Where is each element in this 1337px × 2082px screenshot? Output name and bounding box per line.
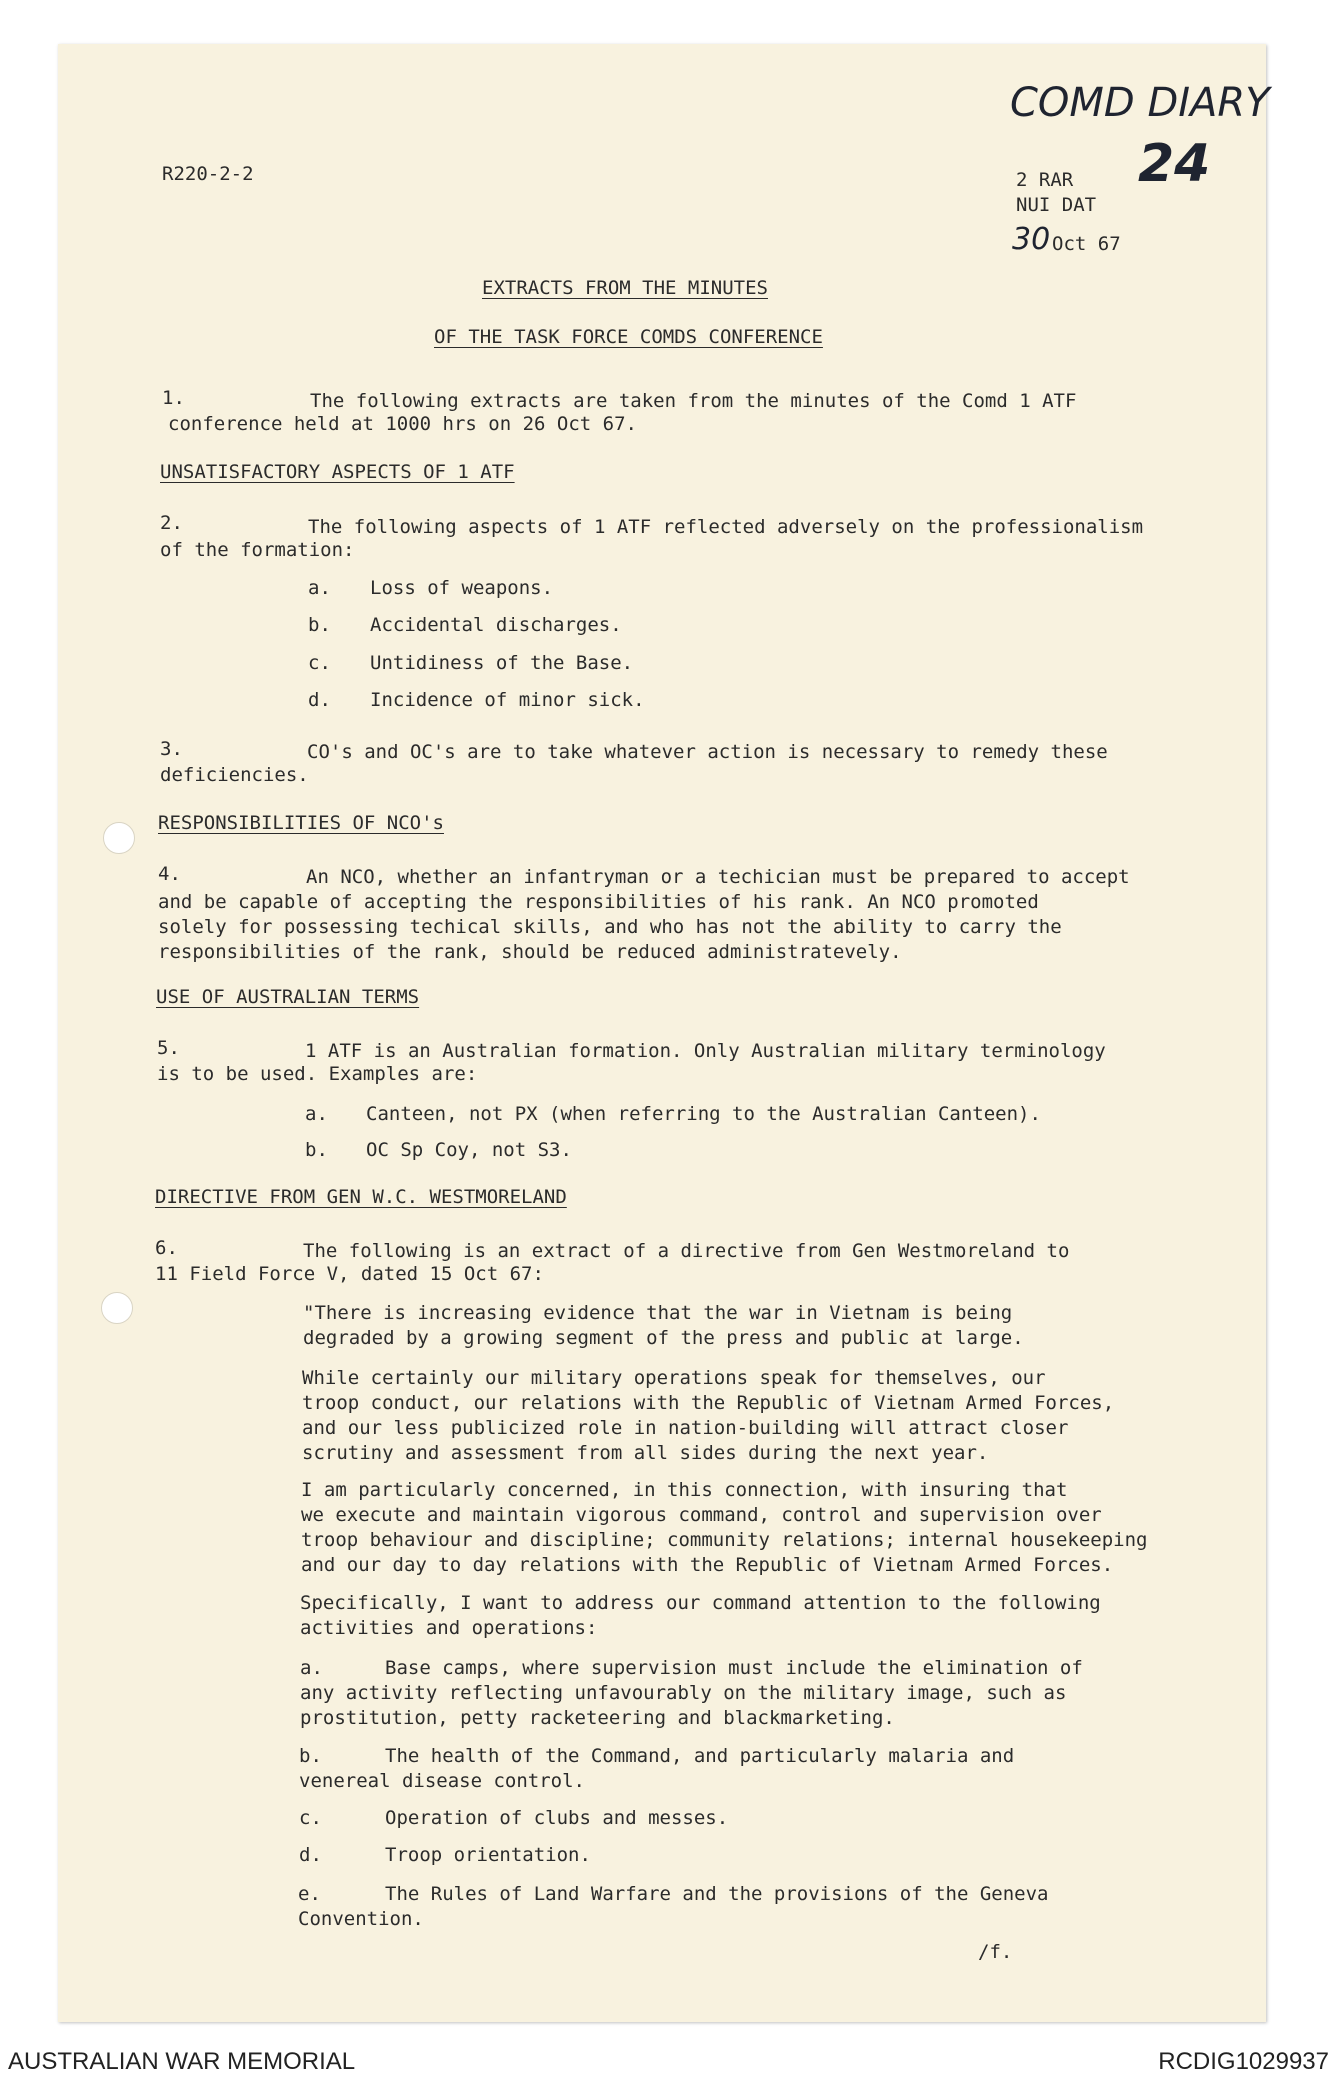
paragraph-text: is to be used. Examples are: (157, 1063, 478, 1085)
paragraph-text: The following aspects of 1 ATF reflected adversely on the professionalism (308, 516, 1144, 538)
paragraph-text: deficiencies. (160, 764, 309, 786)
file-reference: R220-2-2 (162, 163, 254, 185)
paragraph-text: conference held at 1000 hrs on 26 Oct 67. (168, 413, 637, 435)
punch-hole (103, 822, 135, 854)
quote-text: troop conduct, our relations with the Republic of Vietnam Armed Forces, (302, 1392, 1115, 1414)
paragraph-number: 6. (155, 1237, 178, 1259)
quote-text: activities and operations: (300, 1617, 598, 1639)
list-item-letter: c. (308, 652, 331, 674)
handwritten-number: 24 (1138, 134, 1211, 194)
paragraph-text: responsibilities of the rank, should be reduced administratevely. (158, 941, 902, 963)
list-item-letter: d. (299, 1844, 322, 1866)
list-item-letter: b. (308, 614, 331, 636)
continuation-marker: /f. (978, 1941, 1013, 1963)
list-item-text: Incidence of minor sick. (370, 689, 645, 711)
unit-location: NUI DAT (1016, 194, 1097, 216)
paragraph-number: 3. (160, 738, 183, 760)
list-item-text: Troop orientation. (385, 1844, 591, 1866)
document-title-line1: EXTRACTS FROM THE MINUTES (482, 277, 768, 299)
list-item-text: any activity reflecting unfavourably on the military image, such as (300, 1682, 1067, 1704)
list-item-text: Untidiness of the Base. (370, 652, 634, 674)
footer-archive-name: AUSTRALIAN WAR MEMORIAL (8, 2048, 356, 2075)
handwritten-diary-note: COMD DIARY (1010, 80, 1270, 126)
quote-text: Specifically, I want to address our command attention to the following (300, 1592, 1101, 1614)
list-item-letter: b. (299, 1745, 322, 1767)
list-item-text: Base camps, where supervision must include the elimination of (385, 1657, 1083, 1679)
footer-record-id: RCDIG1029937 (1158, 2048, 1329, 2075)
list-item-text: Convention. (298, 1908, 424, 1930)
list-item-text: venereal disease control. (299, 1770, 585, 1792)
quote-text: While certainly our military operations speak for themselves, our (302, 1367, 1046, 1389)
document-date: Oct 67 (1052, 233, 1121, 255)
quote-text: I am particularly concerned, in this connection, with insuring that (301, 1479, 1068, 1501)
paragraph-number: 4. (158, 863, 181, 885)
list-item-text: OC Sp Coy, not S3. (366, 1139, 572, 1161)
quote-text: and our less publicized role in nation-building will attract closer (302, 1417, 1069, 1439)
list-item-letter: b. (305, 1139, 328, 1161)
paragraph-number: 2. (160, 512, 183, 534)
section-heading: USE OF AUSTRALIAN TERMS (156, 986, 420, 1008)
paragraph-number: 5. (157, 1037, 180, 1059)
punch-hole (101, 1292, 133, 1324)
list-item-letter: a. (300, 1657, 323, 1679)
paragraph-number: 1. (162, 387, 185, 409)
list-item-letter: a. (308, 577, 331, 599)
quote-text: scrutiny and assessment from all sides during the next year. (302, 1442, 989, 1464)
list-item-text: Canteen, not PX (when referring to the Australian Canteen). (366, 1103, 1041, 1125)
paragraph-text: 1 ATF is an Australian formation. Only Australian military terminology (305, 1040, 1106, 1062)
paragraph-text: 11 Field Force V, dated 15 Oct 67: (155, 1263, 544, 1285)
paragraph-text: and be capable of accepting the responsibilities of his rank. An NCO promoted (158, 891, 1039, 913)
paragraph-text: The following is an extract of a directive from Gen Westmoreland to (303, 1240, 1070, 1262)
list-item-text: The health of the Command, and particularly malaria and (385, 1745, 1015, 1767)
unit-name: 2 RAR (1016, 169, 1074, 191)
paragraph-text: of the formation: (160, 539, 355, 561)
section-heading: RESPONSIBILITIES OF NCO's (158, 812, 444, 834)
list-item-letter: d. (308, 689, 331, 711)
list-item-letter: c. (299, 1807, 322, 1829)
list-item-text: Operation of clubs and messes. (385, 1807, 729, 1829)
handwritten-day: 30 (1012, 222, 1051, 257)
section-heading: DIRECTIVE FROM GEN W.C. WESTMORELAND (155, 1186, 567, 1208)
section-heading: UNSATISFACTORY ASPECTS OF 1 ATF (160, 461, 515, 483)
list-item-text: Accidental discharges. (370, 614, 622, 636)
list-item-letter: a. (305, 1103, 328, 1125)
quote-text: "There is increasing evidence that the war in Vietnam is being (303, 1302, 1013, 1324)
paragraph-text: An NCO, whether an infantryman or a techician must be prepared to accept (306, 866, 1130, 888)
document-title-line2: OF THE TASK FORCE COMDS CONFERENCE (434, 326, 823, 348)
quote-text: troop behaviour and discipline; community relations; internal housekeeping (301, 1529, 1148, 1551)
list-item-text: prostitution, petty racketeering and blackmarketing. (300, 1707, 895, 1729)
paragraph-text: The following extracts are taken from the minutes of the Comd 1 ATF (310, 390, 1077, 412)
quote-text: degraded by a growing segment of the press and public at large. (303, 1327, 1024, 1349)
quote-text: we execute and maintain vigorous command, control and supervision over (301, 1504, 1102, 1526)
quote-text: and our day to day relations with the Republic of Vietnam Armed Forces. (301, 1554, 1114, 1576)
list-item-text: Loss of weapons. (370, 577, 554, 599)
paragraph-text: solely for possessing techical skills, and who has not the ability to carry the (158, 916, 1062, 938)
paragraph-text: CO's and OC's are to take whatever action is necessary to remedy these (307, 741, 1108, 763)
list-item-text: The Rules of Land Warfare and the provisions of the Geneva (385, 1883, 1049, 1905)
list-item-letter: e. (298, 1883, 321, 1905)
